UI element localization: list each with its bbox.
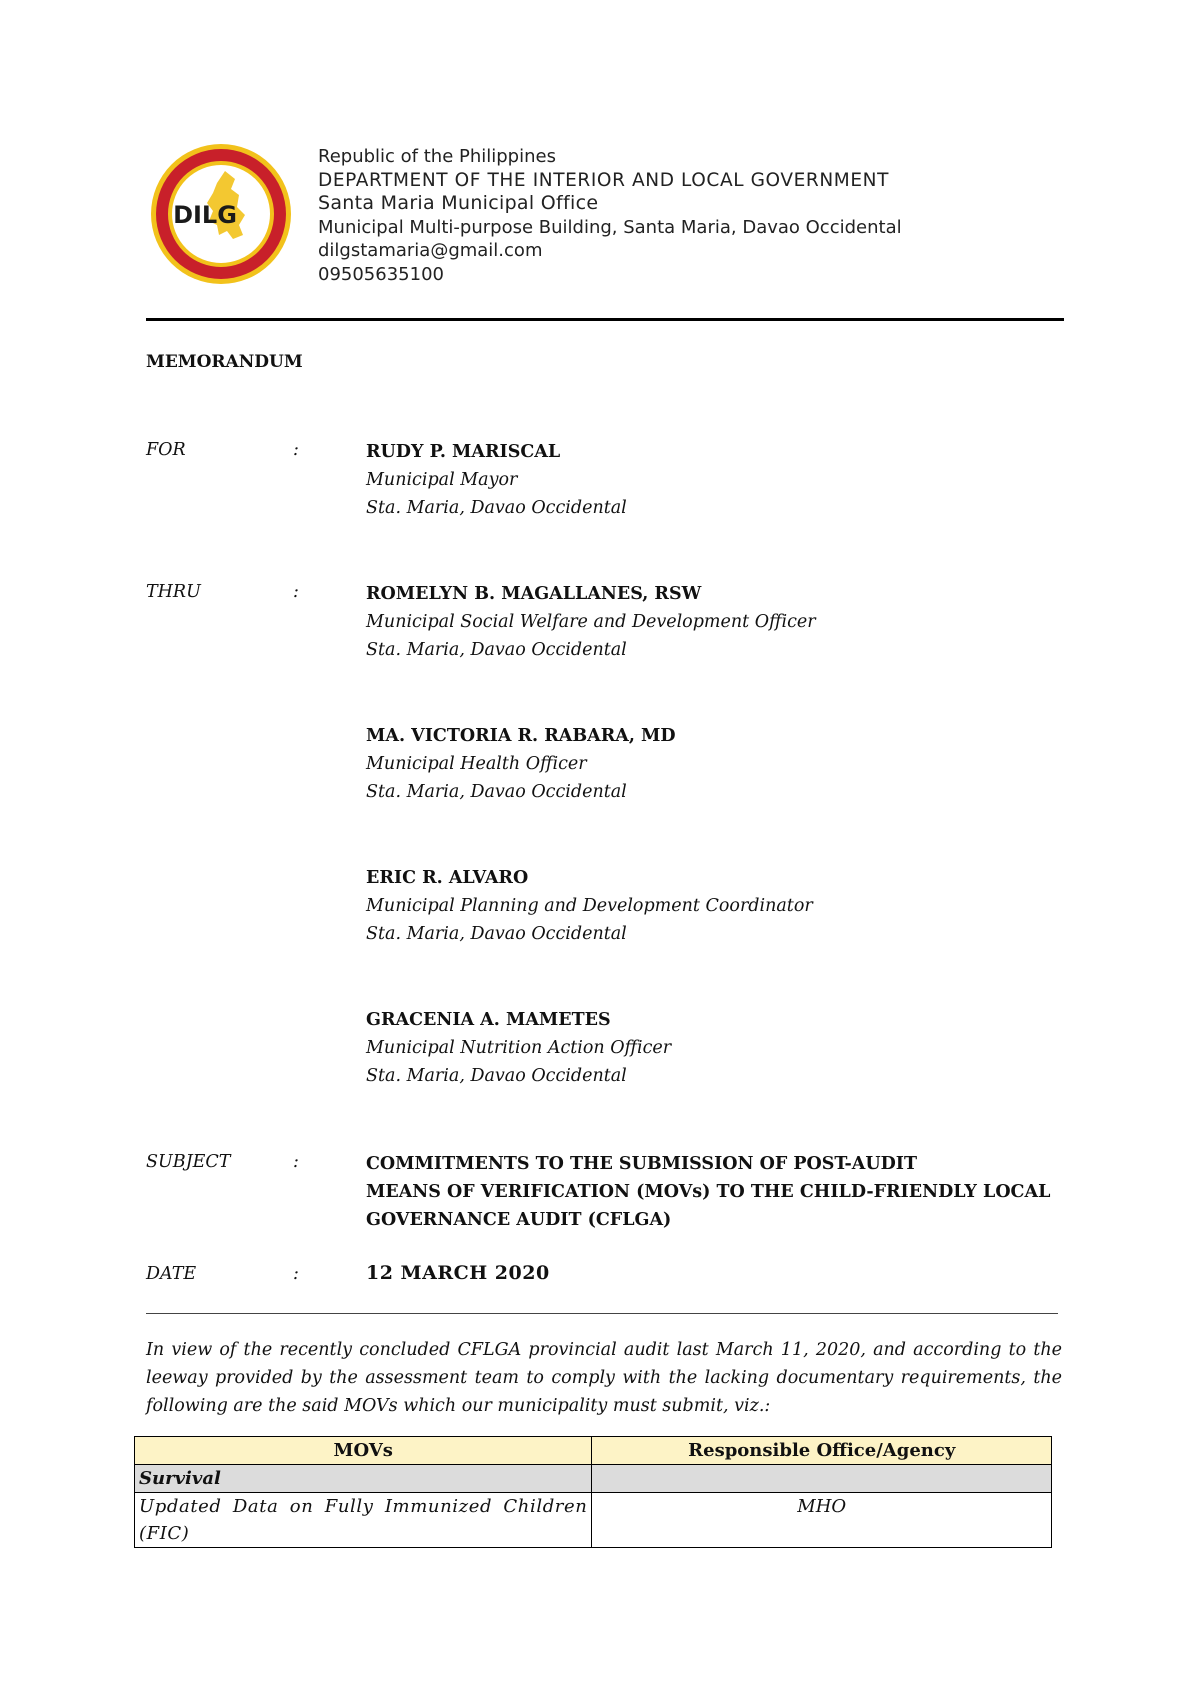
country-line: Republic of the Philippines [318,146,556,167]
body-paragraph: In view of the recently concluded CFLGA provincial audit last March 11, 2020, and according to the leeway provided by the assessment team to comply with the lacking documentary requirements, the following are the said MOVs which our municipality must submit, viz.: [146,1340,1062,1416]
addressee-position: Municipal Health Officer [366,754,587,774]
phone-line: 09505635100 [318,263,444,285]
addressee-location: Sta. Maria, Davao Occidental [366,640,627,660]
table-header-row [135,1437,1052,1465]
addressee-location: Sta. Maria, Davao Occidental [366,782,627,802]
column-header-movs: MOVs [135,1437,592,1465]
date-label: DATE [146,1264,197,1284]
subject-line: MEANS OF VERIFICATION (MOVs) TO THE CHILD-FRIENDLY LOCAL [366,1182,1051,1202]
addressee-location: Sta. Maria, Davao Occidental [366,1066,627,1086]
office-line: Santa Maria Municipal Office [318,192,599,214]
thru-label: THRU [146,582,201,602]
dilg-seal-logo [150,143,292,285]
subject-line: GOVERNANCE AUDIT (CFLGA) [366,1210,672,1230]
addressee-name: ROMELYN B. MAGALLANES, RSW [366,584,702,604]
thru-addressee [366,580,816,664]
department-line: DEPARTMENT OF THE INTERIOR AND LOCAL GOVERNMENT [318,169,889,191]
thru-colon: : [293,582,299,602]
addressee-name: MA. VICTORIA R. RABARA, MD [366,726,676,746]
subject-label: SUBJECT [146,1152,231,1172]
address-line: Municipal Multi-purpose Building, Santa Maria, Davao Occidental [318,216,902,238]
addressee-name: ERIC R. ALVARO [366,868,529,888]
table-row [135,1493,1052,1548]
mov-cell: Updated Data on Fully Immunized Children (FIC) [135,1493,592,1548]
thru-addressee [366,1006,671,1090]
group-empty-cell [592,1465,1052,1493]
addressee-location: Sta. Maria, Davao Occidental [366,498,627,518]
letterhead-divider [146,318,1064,321]
for-addressee [366,438,627,522]
table-group-row [135,1465,1052,1493]
addressee-location: Sta. Maria, Davao Occidental [366,924,627,944]
addressee-position: Municipal Social Welfare and Development Officer [366,612,816,632]
thru-addressee [366,864,813,948]
date-colon: : [293,1264,299,1284]
for-label: FOR [146,440,186,460]
subject-line: COMMITMENTS TO THE SUBMISSION OF POST-AUDIT [366,1154,918,1174]
email-line: dilgstamaria@gmail.com [318,240,543,261]
memo-title: MEMORANDUM [146,352,303,372]
movs-table [134,1436,1052,1548]
subject-colon: : [293,1152,299,1172]
addressee-name: GRACENIA A. MAMETES [366,1010,611,1030]
addressee-position: Municipal Planning and Development Coordinator [366,896,813,916]
group-label: Survival [135,1465,592,1493]
memo-date: 12 MARCH 2020 [366,1262,550,1284]
responsible-office-cell: MHO [592,1493,1052,1548]
seal-lettering: DILG [173,201,237,229]
column-header-responsible-office: Responsible Office/Agency [592,1437,1052,1465]
addressee-name: RUDY P. MARISCAL [366,442,561,462]
subject-text [366,1150,1050,1234]
thru-addressee [366,722,676,806]
addressee-position: Municipal Mayor [366,470,518,490]
addressee-position: Municipal Nutrition Action Officer [366,1038,672,1058]
for-colon: : [293,440,299,460]
letterhead [318,145,902,286]
header-divider [146,1313,1058,1314]
